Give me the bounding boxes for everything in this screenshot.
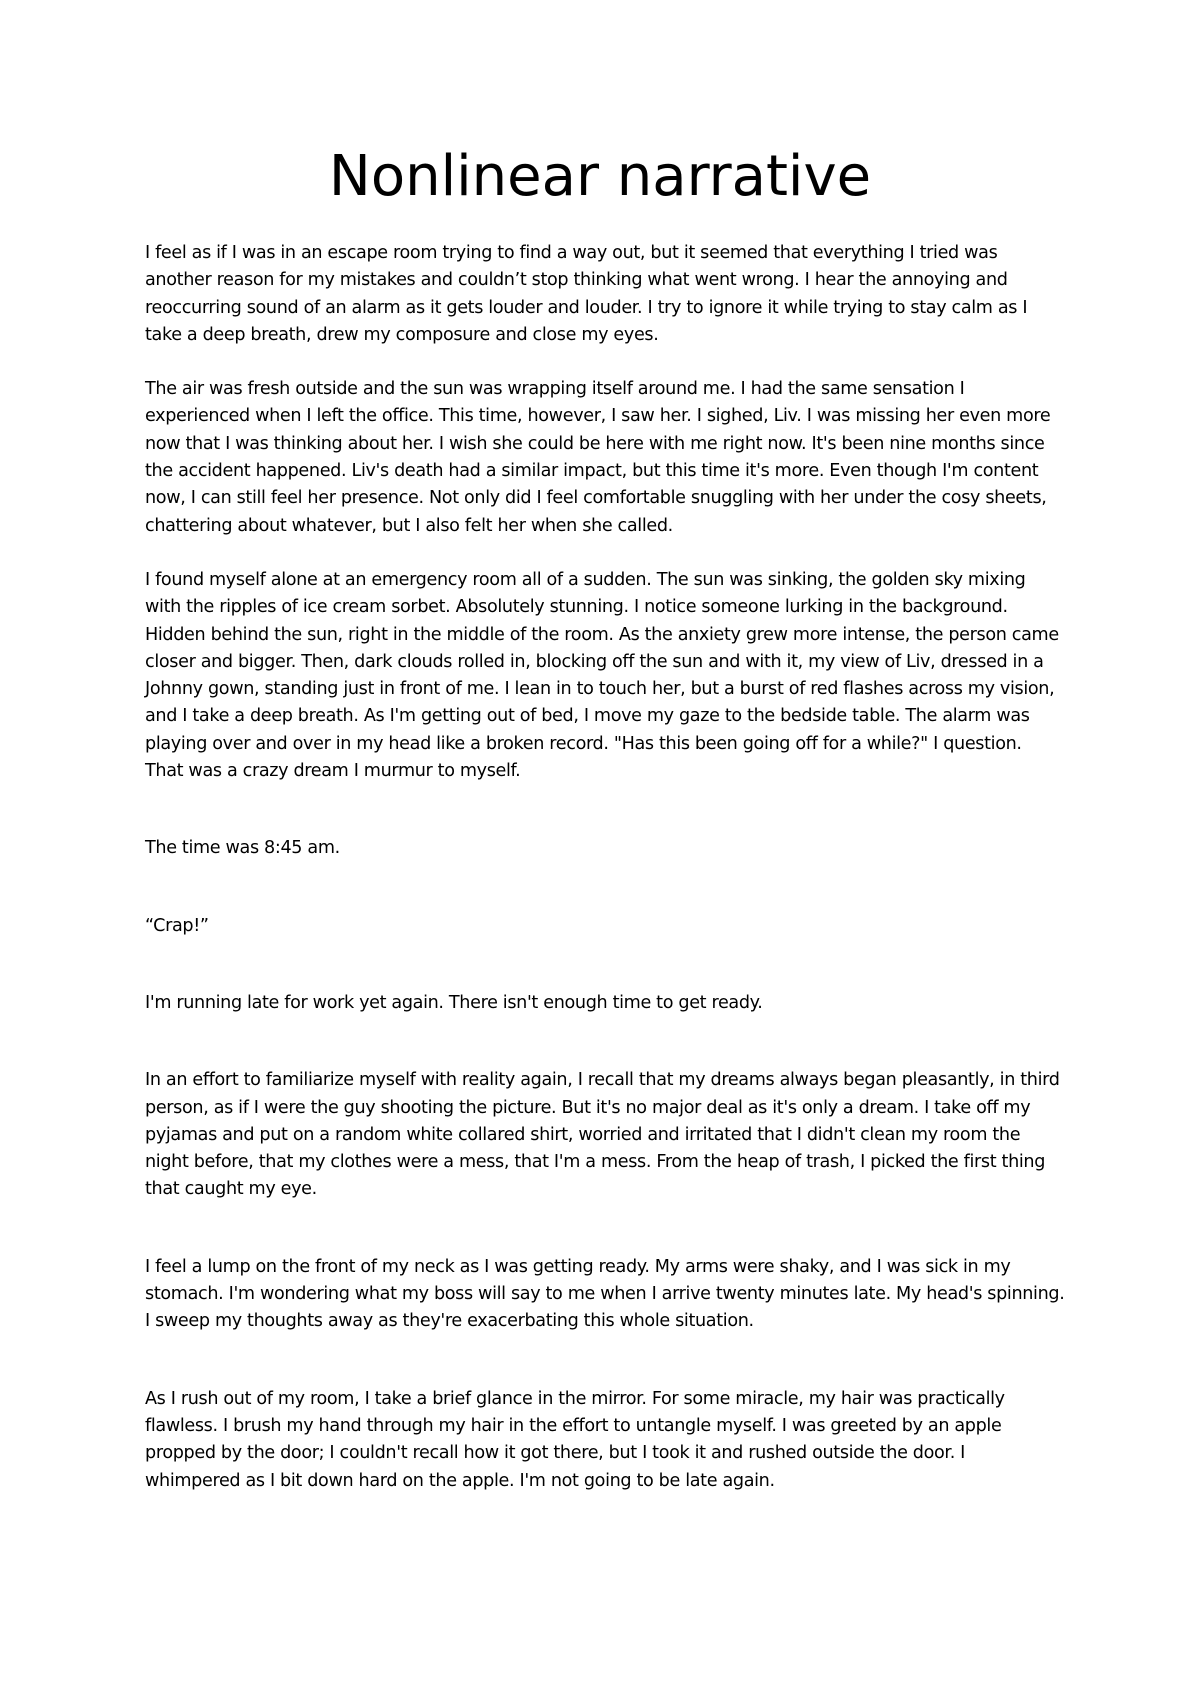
paragraph-escape-room: I feel as if I was in an escape room trying to find a way out, but it seemed that everything I tried was another reason for my mistakes and couldn’t stop thinking what went wrong. I hear the annoying and reoccurring sound of an alarm as it gets louder and louder. I try to ignore it while trying to stay calm as I take a deep breath, drew my composure and close my eyes.: [145, 243, 1028, 345]
paragraph-familiarize: In an effort to familiarize myself with reality again, I recall that my dreams always began pleasantly, in third person, as if I were the guy shooting the picture. But it's no major deal as it's only a dream. I take off my pyjamas and put on a random white collared shirt, worried and irritated that I didn't clean my room the night before, that my clothes were a mess, that I'm a mess. From the heap of trash, I picked the first thing that caught my eye.: [145, 1070, 1060, 1200]
paragraph-rush-out: As I rush out of my room, I take a brief glance in the mirror. For some miracle, my hair was practically flawless. I brush my hand through my hair in the effort to untangle myself. I was greeted by an apple propped by the door; I couldn't recall how it got there, but I took it and rushed outside the door. I whimpered as I bit down hard on the apple. I'm not going to be late again.: [145, 1388, 1005, 1491]
document-title: Nonlinear narrative: [328, 144, 872, 209]
paragraph-time: The time was 8:45 am.: [145, 838, 340, 859]
paragraph-running-late: I'm running late for work yet again. There isn't enough time to get ready.: [145, 992, 763, 1013]
document-body: [145, 240, 1065, 1495]
paragraph-crap: “Crap!”: [145, 915, 209, 936]
paragraph-emergency-room: I found myself alone at an emergency room all of a sudden. The sun was sinking, the golden sky mixing with the ripples of ice cream sorbet. Absolutely stunning. I notice someone lurking in the background. Hidden behind the sun, right in the middle of the room. As the anxiety grew more intense, the person came closer and bigger. Then, dark clouds rolled in, blocking off the sun and with it, my view of Liv, dressed in a Johnny gown, standing just in front of me. I lean in to touch her, but a burst of red flashes across my vision, and I take a deep breath. As I'm getting out of bed, I move my gaze to the bedside table. The alarm was playing over and over in my head like a broken record. "Has this been going off for a while?" I question. That was a crazy dream I murmur to myself.: [145, 569, 1059, 782]
paragraph-fresh-air: The air was fresh outside and the sun was wrapping itself around me. I had the same sensation I experienced when I left the office. This time, however, I saw her. I sighed, Liv. I was missing her even more now that I was thinking about her. I wish she could be here with me right now. It's been nine months since the accident happened. Liv's death had a similar impact, but this time it's more. Even though I'm content now, I can still feel her presence. Not only did I feel comfortable snuggling with her under the cosy sheets, chattering about whatever, but I also felt her when she called.: [145, 379, 1051, 536]
paragraph-lump: I feel a lump on the front of my neck as I was getting ready. My arms were shaky, and I was sick in my stomach. I'm wondering what my boss will say to me when I arrive twenty minutes late. My head's spinning. I sweep my thoughts away as they're exacerbating this whole situation.: [145, 1256, 1065, 1332]
